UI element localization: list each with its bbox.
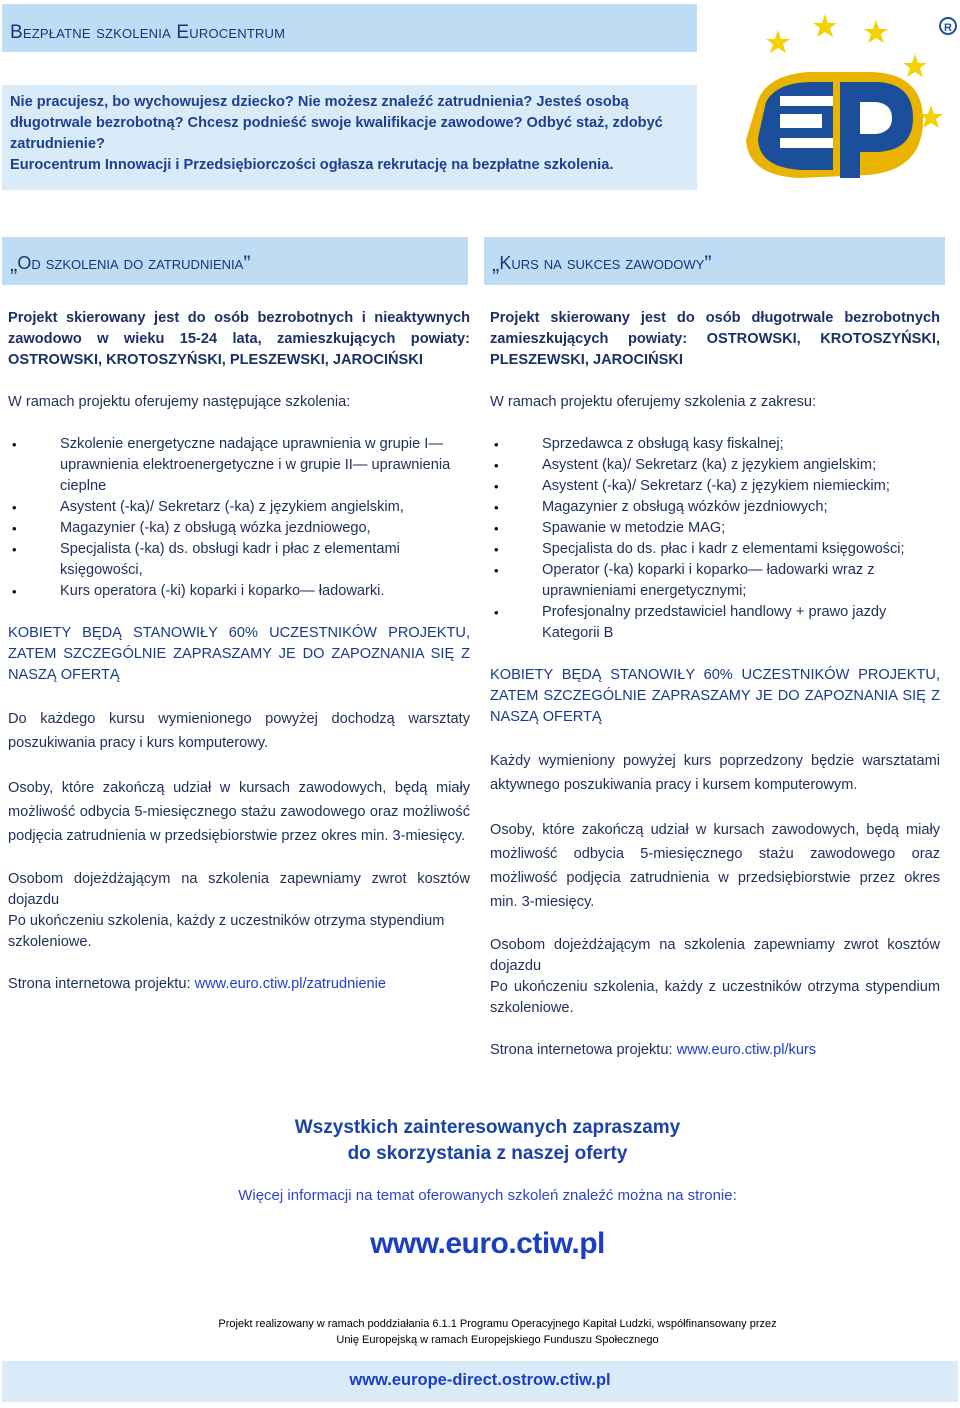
left-travel-note: Osobom dojeżdżającym na szkolenia zapewniamy zwrot kosztów dojazdu: [8, 871, 470, 908]
right-website: [490, 1040, 940, 1061]
europe-direct-link[interactable]: www.europe-direct.ostrow.ctiw.pl: [349, 1371, 611, 1389]
right-website-label: Strona internetowa projektu:: [490, 1042, 677, 1058]
open-quote-icon: „: [10, 251, 18, 276]
right-offer-intro: W ramach projektu oferujemy szkolenia z zakresu:: [490, 394, 817, 410]
left-website-link[interactable]: www.euro.ctiw.pl/zatrudnienie: [194, 976, 387, 992]
main-website-url[interactable]: www.euro.ctiw.pl: [370, 1227, 605, 1260]
close-quote-icon: ”: [243, 251, 251, 276]
right-course-list: [490, 434, 940, 644]
list-item: • Asystent (ka)/ Sekretarz (ka) z językiem angielskim;: [490, 455, 940, 476]
left-course-list: [8, 434, 470, 602]
right-internship-note: Osoby, które zakończą udział w kursach zawodowych, będą miały możliwość odbycia 5-miesięcznego stażu zawodowego oraz możliwość podjęcia zatrudnienia w przedsiębiorstwie przez okres min. 3-miesięcy.: [490, 822, 940, 910]
left-column: [8, 308, 470, 995]
star-icon: [766, 30, 790, 53]
page-title-text: Bezpłatne szkolenia Eurocentrum: [10, 22, 286, 43]
right-workshops-note: Każdy wymieniony powyżej kurs poprzedzony będzie warsztatami aktywnego poszukiwania pracy i kursem komputerowym.: [490, 753, 940, 793]
left-website-label: Strona internetowa projektu:: [8, 976, 195, 992]
intro-questions: Nie pracujesz, bo wychowujesz dziecko? Nie możesz znaleźć zatrudnienia? Jesteś osobą długotrwale bezrobotną? Chcesz podnieść swoje kwalifikacje zawodowe? Odbyć staż, zdobyć zatrudnienie?: [10, 94, 663, 152]
right-travel-note: Osobom dojeżdżającym na szkolenia zapewniamy zwrot kosztów dojazdu: [490, 937, 940, 974]
bottom-url-bar: [2, 1361, 958, 1402]
main-website-link[interactable]: [0, 1227, 960, 1261]
right-website-link[interactable]: www.euro.ctiw.pl/kurs: [676, 1042, 817, 1058]
list-item: • Asystent (-ka)/ Sekretarz (-ka) z językiem angielskim,: [8, 497, 470, 518]
close-quote-icon: ”: [704, 251, 712, 276]
intro-announcement: Eurocentrum Innowacji i Przedsiębiorczości ogłasza rekrutację na bezpłatne szkolenia.: [10, 157, 614, 173]
left-internship-note: Osoby, które zakończą udział w kursach zawodowych, będą miały możliwość odbycia 5-miesięcznego stażu zawodowego oraz możliwość podjęcia zatrudnienia w przedsiębiorstwie przez okres min. 3-miesięcy.: [8, 780, 470, 844]
right-column: [490, 308, 940, 1061]
page-title: [2, 4, 697, 52]
left-women-note: KOBIETY BĘDĄ STANOWIŁY 60% UCZESTNIKÓW PROJEKTU, ZATEM SZCZEGÓLNIE ZAPRASZAMY JE DO ZAPOZNANIA SIĘ Z NASZĄ OFERTĄ: [8, 625, 470, 683]
funding-line-1: Projekt realizowany w ramach poddziałania 6.1.1 Programu Operacyjnego Kapitał Ludzki, współfinansowany przez: [218, 1318, 777, 1330]
left-heading-text: Od szkolenia do zatrudnienia: [17, 253, 244, 273]
right-women-note: KOBIETY BĘDĄ STANOWIŁY 60% UCZESTNIKÓW PROJEKTU, ZATEM SZCZEGÓLNIE ZAPRASZAMY JE DO ZAPOZNANIA SIĘ Z NASZĄ OFERTĄ: [490, 667, 940, 725]
more-info-text: Więcej informacji na temat oferowanych szkoleń znaleźć można na stronie:: [238, 1187, 737, 1204]
left-website: [8, 974, 470, 995]
star-icon: [864, 20, 888, 43]
ep-logo-icon: [728, 10, 960, 196]
ep-logo: [728, 10, 960, 196]
left-stipend-note: Po ukończeniu szkolenia, każdy z uczestników otrzyma stypendium szkoleniowe.: [8, 913, 445, 950]
list-item: • Magazynier z obsługą wózków jezdniowych;: [490, 497, 940, 518]
list-item: • Szkolenie energetyczne nadające uprawnienia w grupie I— uprawnienia elektroenergetyczne i w grupie II— uprawnienia cieplne: [8, 434, 470, 497]
list-item: • Spawanie w metodzie MAG;: [490, 518, 940, 539]
list-item: • Specjalista (-ka) ds. obsługi kadr i płac z elementami księgowości,: [8, 539, 470, 581]
trademark-mark: R: [944, 22, 952, 34]
list-item: • Magazynier (-ka) z obsługą wózka jezdniowego,: [8, 518, 470, 539]
left-target-group: Projekt skierowany jest do osób bezrobotnych i nieaktywnych zawodowo w wieku 15-24 lata, zamieszkujących powiaty: OSTROWSKI, KROTOSZYŃSKI, PLESZEWSKI, JAROCIŃSKI: [8, 310, 470, 368]
left-offer-intro: W ramach projektu oferujemy następujące szkolenia:: [8, 394, 351, 410]
right-heading-text: Kurs na sukces zawodowy: [499, 253, 705, 273]
right-target-group: Projekt skierowany jest do osób długotrwale bezrobotnych zamieszkujących powiaty: OSTROWSKI, KROTOSZYŃSKI, PLESZEWSKI, JAROCIŃSKI: [490, 310, 940, 368]
invitation-heading: [0, 1115, 960, 1167]
list-item: • Kurs operatora (-ki) koparki i koparko— ładowarki.: [8, 581, 470, 602]
list-item: • Asystent (-ka)/ Sekretarz (-ka) z językiem niemieckim;: [490, 476, 940, 497]
left-column-heading: [2, 237, 468, 285]
intro-box: [2, 85, 697, 190]
invitation-line-2: do skorzystania z naszej oferty: [347, 1143, 628, 1164]
right-stipend-note: Po ukończeniu szkolenia, każdy z uczestników otrzyma stypendium szkoleniowe.: [490, 979, 940, 1016]
list-item: • Operator (-ka) koparki i koparko— ładowarki wraz z uprawnieniami energetycznymi;: [490, 560, 940, 602]
list-item: • Specjalista do ds. płac i kadr z elementami księgowości;: [490, 539, 940, 560]
funding-line-2: Unię Europejską w ramach Europejskiego Funduszu Społecznego: [336, 1334, 659, 1346]
right-column-heading: [484, 237, 945, 285]
invitation-line-1: Wszystkich zainteresowanych zapraszamy: [294, 1117, 681, 1138]
left-workshops-note: Do każdego kursu wymienionego powyżej dochodzą warsztaty poszukiwania pracy i kurs komputerowy.: [8, 711, 470, 751]
list-item: • Sprzedawca z obsługą kasy fiskalnej;: [490, 434, 940, 455]
star-icon: [813, 14, 837, 37]
list-item: • Profesjonalny przedstawiciel handlowy + prawo jazdy Kategorii B: [490, 602, 940, 644]
open-quote-icon: „: [492, 251, 500, 276]
funding-note: [0, 1316, 960, 1348]
star-icon: [903, 54, 927, 77]
